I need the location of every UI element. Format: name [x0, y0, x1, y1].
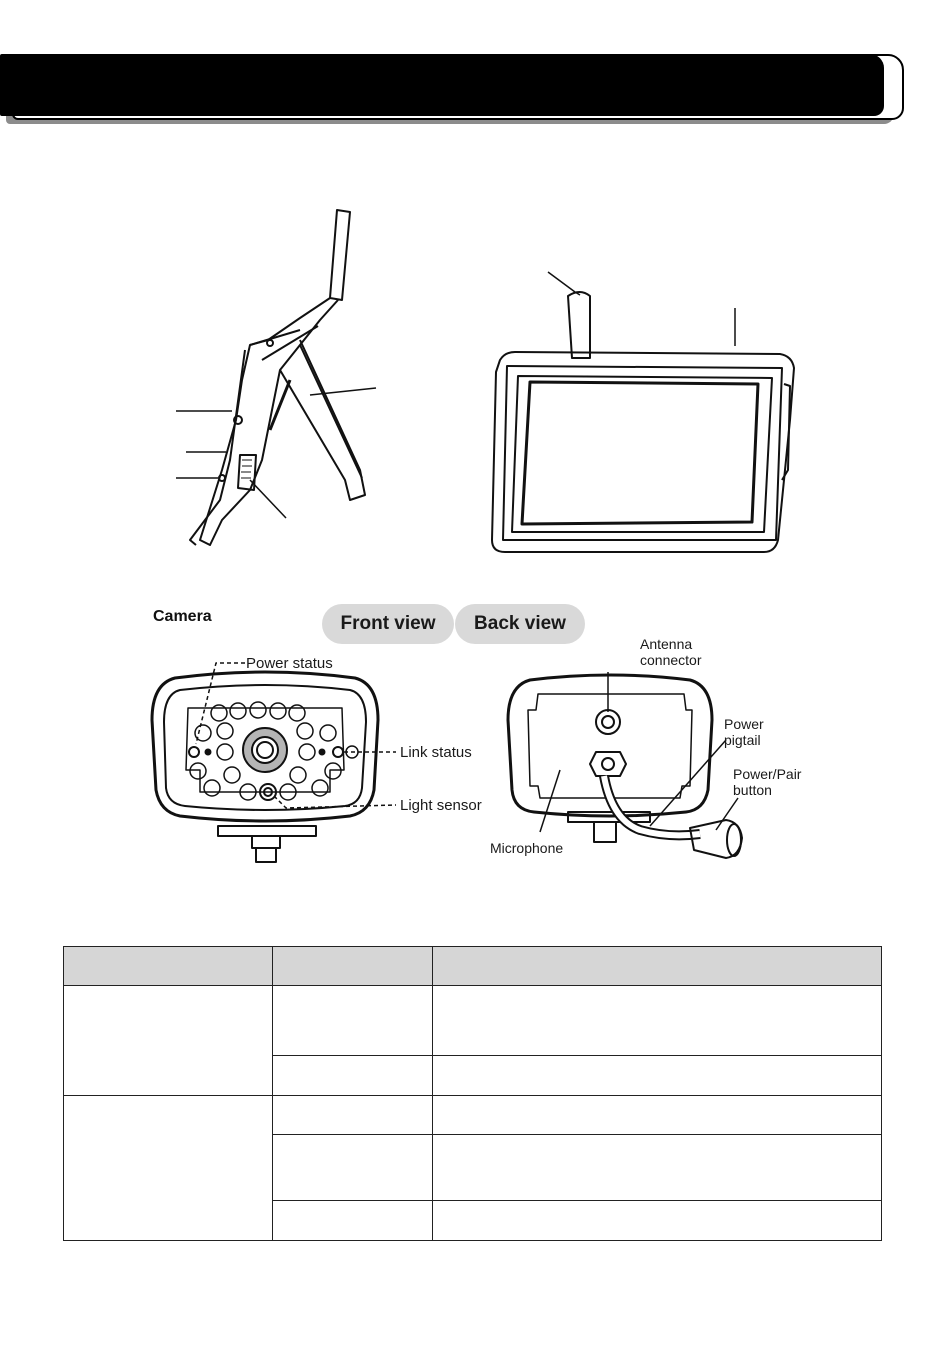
power-pair-button-label: [733, 766, 801, 798]
table-cell: [433, 986, 882, 1056]
table-header-cell: [64, 947, 273, 986]
camera-front-view: [152, 672, 378, 862]
table-cell: [273, 1096, 433, 1135]
camera-heading: Camera: [153, 608, 212, 625]
power-pigtail-label: [724, 716, 764, 748]
table-cell: [64, 1096, 273, 1241]
antenna-connector-label: [640, 636, 701, 668]
camera-back-view: [508, 675, 742, 858]
table-cell: [273, 1135, 433, 1201]
table-row: [64, 986, 882, 1056]
table-cell: [273, 986, 433, 1056]
table-cell: [433, 1201, 882, 1241]
table-cell: [273, 1056, 433, 1096]
table-cell: [273, 1201, 433, 1241]
table-row: [64, 1096, 882, 1135]
table-cell: [433, 1056, 882, 1096]
power-pair-line1: Power/Pair: [733, 766, 802, 782]
table-header-row: [64, 947, 882, 986]
power-status-label: Power status: [246, 655, 333, 672]
link-status-label: Link status: [400, 744, 472, 761]
power-pair-line2: button: [733, 782, 772, 798]
table-cell: [433, 1135, 882, 1201]
microphone-label: Microphone: [490, 840, 564, 856]
light-sensor-label: Light sensor: [400, 797, 482, 814]
power-pigtail-line2: pigtail: [724, 732, 761, 748]
table-header-cell: [273, 947, 433, 986]
status-table: [63, 946, 882, 1241]
antenna-connector-line2: connector: [640, 652, 702, 668]
antenna-connector-line1: Antenna: [640, 636, 693, 652]
back-view-tab: Back view: [455, 604, 585, 644]
table-header-cell: [433, 947, 882, 986]
table-cell: [64, 986, 273, 1096]
power-pigtail-line1: Power: [724, 716, 764, 732]
table-cell: [433, 1096, 882, 1135]
front-view-tab: Front view: [322, 604, 454, 644]
